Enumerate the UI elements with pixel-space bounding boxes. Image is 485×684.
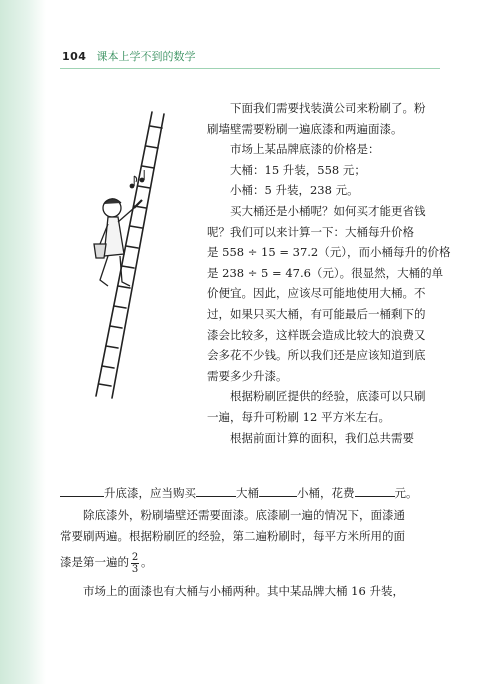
blank-cost[interactable] <box>355 483 395 497</box>
paragraph-line: 会多花不少钱。所以我们还是应该知道到底 <box>207 348 426 363</box>
paragraph-line: 一遍，每升可粉刷 12 平方米左右。 <box>207 410 390 424</box>
paragraph-line: 市场上某品牌底漆的价格是： <box>230 142 380 157</box>
paragraph-line: 根据粉刷匠提供的经验，底漆可以只刷 <box>230 389 426 404</box>
paragraph-line: 是 238 ÷ 5 = 47.6（元）。很显然，大桶的单 <box>207 265 444 280</box>
paragraph-line: 需要多少升漆。 <box>207 368 288 383</box>
ladder-rail-right <box>112 114 164 398</box>
blank-small-buckets[interactable] <box>259 483 297 497</box>
paragraph-line: 小桶：5 升装，238 元。 <box>230 183 359 198</box>
paragraph-line: 过，如果只买大桶，有可能最后一桶剩下的 <box>207 307 426 321</box>
paragraph-line: 漆会比较多，这样既会造成比较大的浪费又 <box>207 327 426 342</box>
paragraph-line: 买大桶还是小桶呢？如何买才能更省钱 <box>230 204 426 218</box>
paragraph-line: 除底漆外，粉刷墙壁还需要面漆。底漆刷一遍的情况下，面漆通 <box>83 508 405 522</box>
paragraph-line: 价便宜。因此，应该尽可能地使用大桶。不 <box>207 286 426 301</box>
paragraph-line: 根据前面计算的面积，我们总共需要 <box>230 430 414 445</box>
book-title: 课本上学不到的数学 <box>96 50 196 63</box>
paragraph-line: 呢？我们可以来计算一下：大桶每升价格 <box>207 224 414 239</box>
paragraph-line: 市场上的面漆也有大桶与小桶两种。其中某品牌大桶 16 升装， <box>83 584 404 598</box>
blank-liters[interactable] <box>60 483 104 497</box>
painter-on-ladder-illustration <box>82 104 192 404</box>
paragraph-line: 是 558 ÷ 15 = 37.2（元），而小桶每升的价格 <box>207 245 451 260</box>
fill-in-line: 升底漆，应当购买 大桶 小桶，花费 元。 <box>60 483 418 504</box>
page-header <box>62 48 195 64</box>
fraction-two-thirds: $\frac{2}{3}$ <box>131 551 139 575</box>
page-margin-band <box>0 0 46 684</box>
paragraph-line: 下面我们需要找装潢公司来粉刷了。粉 <box>230 101 426 115</box>
fraction-line: 漆是第一遍的 $\frac{2}{3}$ 。 <box>60 551 153 575</box>
blank-large-buckets[interactable] <box>196 483 236 497</box>
paragraph-line: 刷墙壁需要粉刷一遍底漆和两遍面漆。 <box>207 121 403 136</box>
header-rule <box>60 68 440 69</box>
paragraph-line: 大桶：15 升装，558 元； <box>230 162 366 177</box>
paragraph-line: 常要刷两遍。根据粉刷匠的经验，第二遍粉刷时，每平方米所用的面 <box>60 529 405 543</box>
page-number: 104 <box>62 49 87 63</box>
